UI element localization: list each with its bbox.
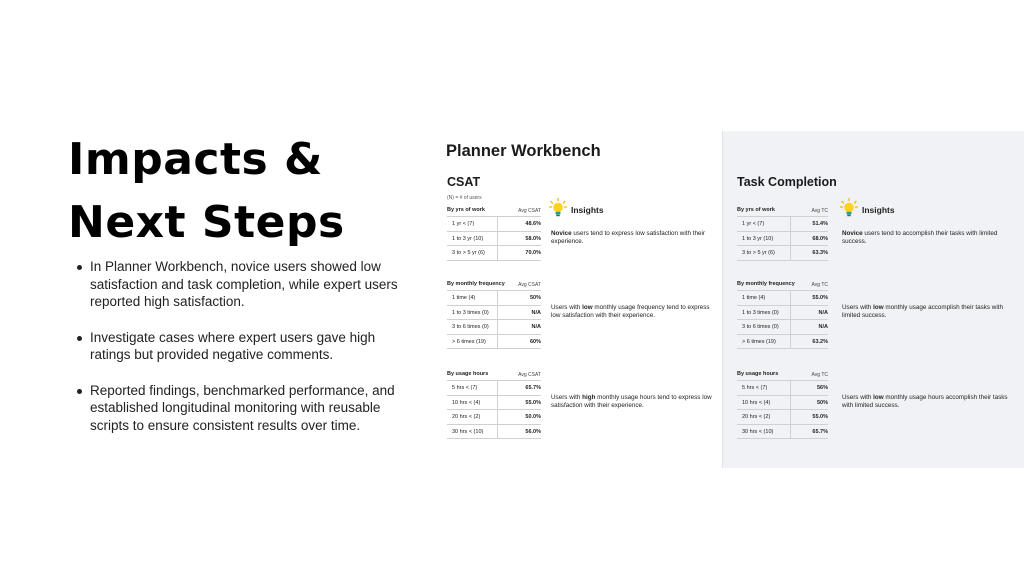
row-value: N/A [818, 324, 828, 330]
column-divider [790, 396, 791, 410]
insight-rest: monthly usage frequency tend to express low satisfaction with their experience. [551, 304, 710, 319]
insight-rest: users tend to accomplish their tasks with limited success. [842, 230, 998, 245]
table-row [737, 395, 828, 410]
row-label: 30 hrs < (10) [742, 428, 774, 435]
table-header [737, 370, 828, 380]
slide-title-line1: Impacts & [68, 134, 323, 185]
insight-prefix: Users with [551, 304, 583, 311]
insight-text [551, 230, 716, 245]
row-value: 50% [816, 399, 828, 406]
csat-table [447, 370, 541, 439]
row-value: 55.0% [812, 414, 828, 420]
row-label: 5 hrs < (7) [742, 385, 768, 391]
table-row [447, 305, 541, 320]
column-divider [790, 217, 791, 231]
row-label: 10 hrs < (4) [742, 399, 771, 406]
insight-text [842, 394, 1014, 409]
row-label: 1 yr < (7) [742, 221, 765, 227]
table-row [737, 424, 828, 440]
column-divider [790, 410, 791, 424]
row-value: 50% [529, 295, 541, 301]
column-divider [790, 306, 791, 320]
column-divider [497, 335, 498, 349]
insight-rest: monthly usage hours tend to express low satisfaction with their experience. [551, 394, 712, 409]
csat-table [447, 280, 541, 349]
bullet-list [74, 258, 404, 452]
row-value: 63.2% [812, 338, 828, 345]
row-value: 65.7% [812, 428, 828, 435]
column-divider [790, 320, 791, 334]
row-value: 55.0% [525, 399, 541, 406]
insight-prefix: Users with [551, 394, 583, 401]
row-value: 48.6% [525, 221, 541, 227]
column-divider [497, 320, 498, 334]
row-label: 3 to > 5 yr (6) [452, 250, 485, 256]
row-value: 56% [816, 385, 828, 391]
row-value: 55.0% [812, 295, 828, 301]
row-label: 10 hrs < (4) [452, 399, 481, 406]
table-group-label: By monthly frequency [447, 281, 505, 287]
insights-heading: Insights [862, 205, 895, 215]
row-value: 58.0% [525, 235, 541, 242]
column-divider [497, 410, 498, 424]
table-value-header: Avg CSAT [518, 372, 541, 378]
row-label: 20 hrs < (2) [742, 414, 771, 420]
table-row [447, 424, 541, 440]
tc-table [737, 370, 828, 439]
column-divider [790, 335, 791, 349]
row-value: N/A [818, 309, 828, 316]
row-label: 1 to 3 yr (10) [452, 235, 484, 242]
csat-section-title: CSAT [447, 175, 481, 189]
insight-text [842, 304, 1014, 319]
insight-emphasis: Novice [842, 230, 863, 237]
column-divider [790, 291, 791, 305]
tc-table [737, 280, 828, 349]
row-value: 56.0% [525, 428, 541, 435]
row-value: 50.0% [525, 414, 541, 420]
column-divider [790, 425, 791, 439]
table-header [737, 206, 828, 216]
row-value: 63.3% [812, 250, 828, 256]
insight-emphasis: Novice [551, 230, 572, 237]
insight-prefix: Users with [842, 394, 874, 401]
row-label: 1 time (4) [452, 295, 476, 301]
table-row [737, 334, 828, 350]
user-count-note: (N) = # of users [447, 195, 482, 201]
insight-rest: monthly usage accomplish their tasks with limited success. [842, 304, 1003, 319]
report-title: Planner Workbench [446, 142, 601, 160]
column-divider [790, 246, 791, 260]
table-header [737, 280, 828, 290]
row-label: 1 yr < (7) [452, 221, 475, 227]
table-value-header: Avg TC [811, 372, 828, 378]
column-divider [497, 246, 498, 260]
table-row [447, 290, 541, 305]
column-divider [497, 232, 498, 246]
table-row [737, 380, 828, 395]
column-divider [790, 381, 791, 395]
table-row [737, 216, 828, 231]
table-row [737, 245, 828, 261]
table-group-label: By usage hours [737, 371, 779, 377]
table-row [737, 290, 828, 305]
bullet-item: Reported findings, benchmarked performance, and established longitudinal monitoring with reusable scripts to ensure consistent results over time. [74, 382, 404, 435]
bullet-item: In Planner Workbench, novice users showed low satisfaction and task completion, while expert users reported high satisfaction. [74, 258, 404, 311]
table-header [447, 370, 541, 380]
row-label: 5 hrs < (7) [452, 385, 478, 391]
column-divider [497, 291, 498, 305]
table-row [447, 216, 541, 231]
table-row [737, 319, 828, 334]
table-row [447, 319, 541, 334]
column-divider [497, 381, 498, 395]
column-divider [497, 217, 498, 231]
insight-rest: users tend to express low satisfaction with their experience. [551, 230, 706, 245]
table-row [737, 231, 828, 246]
table-value-header: Avg TC [811, 282, 828, 288]
row-label: 30 hrs < (10) [452, 428, 484, 435]
row-value: N/A [531, 309, 541, 316]
row-label: 1 to 3 times (0) [452, 309, 489, 316]
column-divider [497, 306, 498, 320]
row-label: 3 to 6 times (0) [452, 324, 489, 330]
task-completion-section-title: Task Completion [737, 175, 837, 189]
table-row [447, 409, 541, 424]
slide-title [68, 128, 345, 254]
row-value: 68.0% [812, 235, 828, 242]
table-row [447, 334, 541, 350]
insight-prefix: Users with [842, 304, 874, 311]
lightbulb-icon [549, 198, 567, 218]
insights-heading: Insights [571, 205, 604, 215]
row-label: 1 to 3 yr (10) [742, 235, 774, 242]
row-value: N/A [531, 324, 541, 330]
table-group-label: By monthly frequency [737, 281, 795, 287]
table-group-label: By usage hours [447, 371, 489, 377]
row-label: 1 time (4) [742, 295, 766, 301]
insight-emphasis: high [582, 394, 596, 401]
table-group-label: By yrs of work [447, 207, 485, 213]
insight-emphasis: low [873, 394, 884, 401]
table-row [447, 395, 541, 410]
column-divider [497, 425, 498, 439]
column-divider [790, 232, 791, 246]
slide-title-line2: Next Steps [68, 197, 345, 248]
table-row [737, 409, 828, 424]
insight-emphasis: low [582, 304, 593, 311]
bullet-item: Investigate cases where expert users gave high ratings but provided negative comments. [74, 329, 404, 364]
csat-table [447, 206, 541, 261]
table-value-header: Avg TC [811, 208, 828, 214]
table-row [447, 380, 541, 395]
row-value: 51.4% [812, 221, 828, 227]
row-label: > 6 times (19) [742, 338, 776, 345]
table-header [447, 206, 541, 216]
lightbulb-icon [840, 198, 858, 218]
insight-text [551, 304, 716, 319]
table-header [447, 280, 541, 290]
insight-text [551, 394, 716, 409]
insight-rest: monthly usage hours accomplish their tasks with limited success. [842, 394, 1008, 409]
column-divider [497, 396, 498, 410]
table-value-header: Avg CSAT [518, 282, 541, 288]
row-label: > 6 times (19) [452, 338, 486, 345]
row-label: 20 hrs < (2) [452, 414, 481, 420]
row-value: 65.7% [525, 385, 541, 391]
table-row [447, 245, 541, 261]
insight-emphasis: low [873, 304, 884, 311]
row-value: 70.0% [525, 250, 541, 256]
table-group-label: By yrs of work [737, 207, 775, 213]
row-label: 3 to 6 times (0) [742, 324, 779, 330]
insight-text [842, 230, 1014, 245]
table-row [447, 231, 541, 246]
row-label: 3 to > 5 yr (6) [742, 250, 775, 256]
table-row [737, 305, 828, 320]
row-value: 60% [529, 338, 541, 345]
table-value-header: Avg CSAT [518, 208, 541, 214]
row-label: 1 to 3 times (0) [742, 309, 779, 316]
tc-table [737, 206, 828, 261]
